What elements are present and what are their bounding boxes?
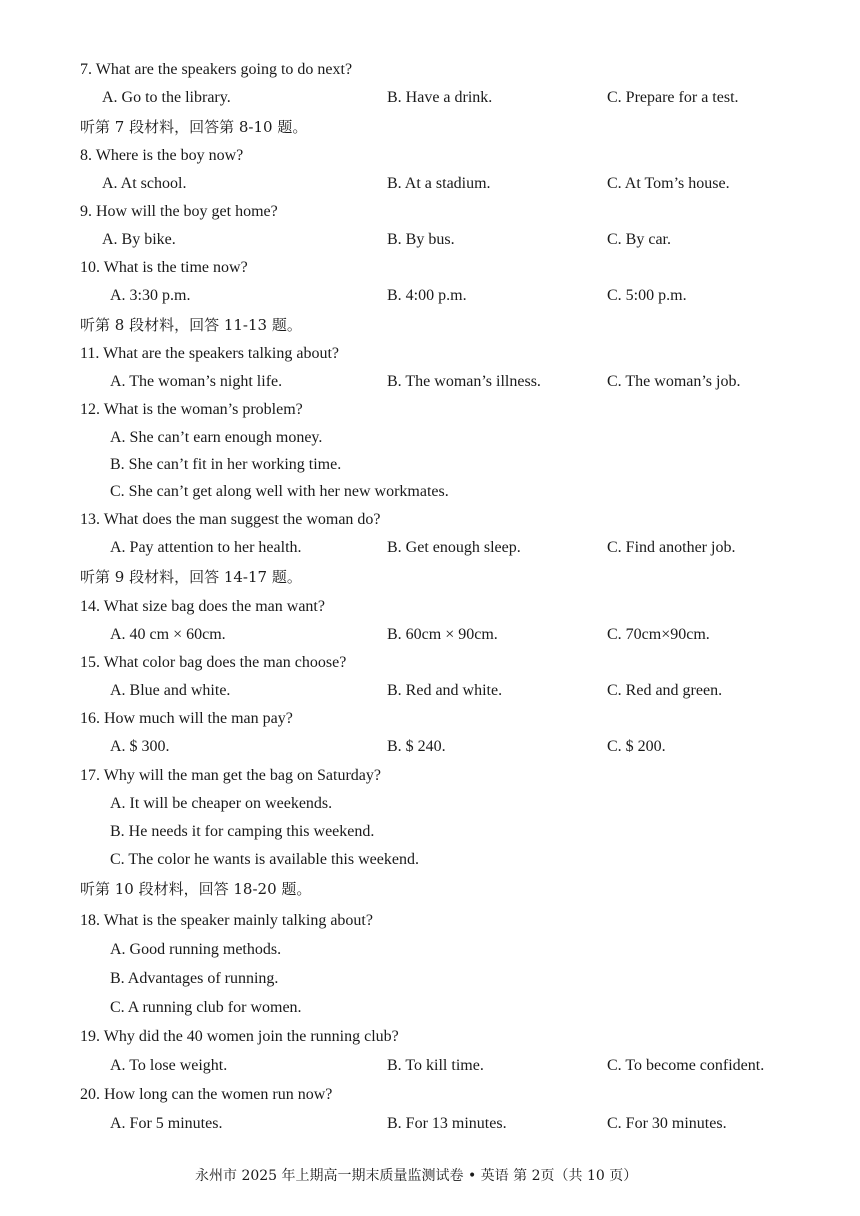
option-a: A. She can’t earn enough money. — [110, 429, 323, 446]
question-stem: 14. What size bag does the man want? — [80, 598, 325, 615]
question-stem: 20. How long can the women run now? — [80, 1086, 333, 1103]
option-a: A. It will be cheaper on weekends. — [110, 795, 333, 812]
question-stem: 9. How will the boy get home? — [80, 203, 278, 220]
section-heading: 听第 9 段材料，回答 14-17 题。 — [80, 568, 302, 586]
question-stem: 16. How much will the man pay? — [80, 710, 293, 727]
option-c: C. Find another job. — [607, 539, 736, 556]
option-c: C. The color he wants is available this weekend. — [110, 851, 419, 868]
option-a: A. By bike. — [102, 231, 176, 248]
option-c: C. To become confident. — [607, 1057, 765, 1074]
option-a: A. To lose weight. — [110, 1057, 228, 1074]
option-a: A. Good running methods. — [110, 941, 282, 958]
question-stem: 15. What color bag does the man choose? — [80, 654, 347, 671]
option-c: C. At Tom’s house. — [607, 175, 730, 192]
option-b: B. To kill time. — [387, 1057, 484, 1074]
option-b: B. Have a drink. — [387, 89, 493, 106]
option-b: B. Get enough sleep. — [387, 539, 521, 556]
question-stem: 19. Why did the 40 women join the running club? — [80, 1028, 399, 1045]
option-b: B. He needs it for camping this weekend. — [110, 823, 375, 840]
option-b: B. $ 240. — [387, 738, 446, 755]
option-c: C. By car. — [607, 231, 671, 248]
option-a: A. Pay attention to her health. — [110, 539, 302, 556]
option-b: B. She can’t fit in her working time. — [110, 456, 342, 473]
section-heading: 听第 10 段材料，回答 18-20 题。 — [80, 880, 312, 898]
question-stem: 13. What does the man suggest the woman do? — [80, 511, 381, 528]
option-c: C. The woman’s job. — [607, 373, 741, 390]
option-c: C. A running club for women. — [110, 999, 302, 1016]
option-a: A. 40 cm × 60cm. — [110, 626, 226, 643]
option-c: C. For 30 minutes. — [607, 1115, 727, 1132]
option-b: B. By bus. — [387, 231, 455, 248]
option-a: A. 3:30 p.m. — [110, 287, 191, 304]
question-stem: 17. Why will the man get the bag on Saturday? — [80, 767, 381, 784]
question-stem: 12. What is the woman’s problem? — [80, 401, 303, 418]
option-b: B. For 13 minutes. — [387, 1115, 507, 1132]
option-a: A. For 5 minutes. — [110, 1115, 223, 1132]
question-stem: 11. What are the speakers talking about? — [80, 345, 340, 362]
option-c: C. $ 200. — [607, 738, 666, 755]
option-b: B. 4:00 p.m. — [387, 287, 467, 304]
option-c: C. She can’t get along well with her new workmates. — [110, 483, 449, 500]
option-a: A. At school. — [102, 175, 187, 192]
option-b: B. Advantages of running. — [110, 970, 279, 987]
option-a: A. $ 300. — [110, 738, 170, 755]
question-stem: 8. Where is the boy now? — [80, 147, 244, 164]
option-b: B. The woman’s illness. — [387, 373, 541, 390]
question-stem: 7. What are the speakers going to do next? — [80, 61, 353, 78]
option-a: A. Blue and white. — [110, 682, 231, 699]
section-heading: 听第 8 段材料，回答 11-13 题。 — [80, 316, 302, 334]
option-c: C. Prepare for a test. — [607, 89, 739, 106]
option-b: B. Red and white. — [387, 682, 503, 699]
option-b: B. 60cm × 90cm. — [387, 626, 498, 643]
option-c: C. Red and green. — [607, 682, 723, 699]
page-footer: 永州市 2025 年上期高一期末质量监测试卷 • 英语 第 2页（共 10 页） — [195, 1168, 638, 1184]
question-stem: 10. What is the time now? — [80, 259, 248, 276]
option-c: C. 5:00 p.m. — [607, 287, 687, 304]
option-b: B. At a stadium. — [387, 175, 491, 192]
section-heading: 听第 7 段材料，回答第 8-10 题。 — [80, 118, 308, 136]
option-a: A. The woman’s night life. — [110, 373, 283, 390]
option-c: C. 70cm×90cm. — [607, 626, 710, 643]
option-a: A. Go to the library. — [102, 89, 231, 106]
question-stem: 18. What is the speaker mainly talking about? — [80, 912, 373, 929]
